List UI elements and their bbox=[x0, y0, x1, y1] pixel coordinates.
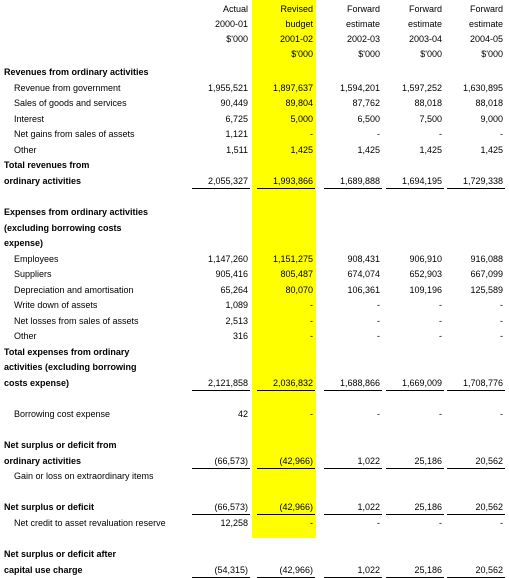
row-value: 1,425 bbox=[290, 145, 313, 155]
col-header: $'000 bbox=[291, 49, 313, 59]
table-row bbox=[0, 127, 509, 141]
total-underline bbox=[257, 514, 315, 515]
col-header: Forward bbox=[408, 4, 442, 14]
row-label: Total expenses from ordinary bbox=[4, 347, 130, 357]
table-row bbox=[0, 423, 509, 437]
col-header: $'000 bbox=[226, 34, 248, 44]
total-underline bbox=[447, 514, 505, 515]
row-label: Net surplus or deficit bbox=[4, 502, 95, 512]
row-value: - bbox=[377, 409, 380, 419]
row-value: 106,361 bbox=[347, 285, 380, 295]
total-underline bbox=[192, 390, 250, 391]
table-row bbox=[0, 360, 509, 374]
row-value: 90,449 bbox=[220, 98, 248, 108]
row-value: 125,589 bbox=[470, 285, 503, 295]
row-value: 6,500 bbox=[357, 114, 380, 124]
row-label: Borrowing cost expense bbox=[14, 409, 111, 419]
row-value: 1,993,866 bbox=[272, 176, 313, 186]
row-value: 88,018 bbox=[475, 98, 503, 108]
row-label: Sales of goods and services bbox=[14, 98, 127, 108]
row-value: - bbox=[439, 518, 442, 528]
row-value: (42,966) bbox=[279, 565, 313, 575]
row-value: 25,186 bbox=[414, 565, 442, 575]
table-row bbox=[0, 221, 509, 235]
row-value: (54,315) bbox=[214, 565, 248, 575]
row-value: - bbox=[500, 331, 503, 341]
row-value: 1,425 bbox=[357, 145, 380, 155]
table-row bbox=[0, 500, 509, 514]
row-label: Net gains from sales of assets bbox=[14, 129, 135, 139]
row-value: - bbox=[439, 316, 442, 326]
row-value: - bbox=[439, 129, 442, 139]
header-row bbox=[0, 32, 509, 46]
row-value: 1,425 bbox=[480, 145, 503, 155]
row-value: - bbox=[500, 300, 503, 310]
row-value: 1,511 bbox=[226, 145, 248, 155]
row-value: - bbox=[500, 409, 503, 419]
row-value: (66,573) bbox=[214, 502, 248, 512]
table-row bbox=[0, 236, 509, 250]
row-value: 89,804 bbox=[285, 98, 313, 108]
row-value: 109,196 bbox=[409, 285, 442, 295]
row-value: 316 bbox=[232, 331, 248, 341]
row-value: 805,487 bbox=[280, 269, 313, 279]
col-header: Actual bbox=[222, 4, 248, 14]
col-header: Revised bbox=[280, 4, 313, 14]
row-value: 1,089 bbox=[225, 300, 248, 310]
col-header: Forward bbox=[469, 4, 503, 14]
row-label: Revenues from ordinary activities bbox=[4, 67, 149, 77]
table-row bbox=[0, 392, 509, 406]
col-header: 2000-01 bbox=[214, 19, 248, 29]
row-value: 667,099 bbox=[470, 269, 503, 279]
row-label: capital use charge bbox=[4, 565, 83, 575]
table-row bbox=[0, 298, 509, 312]
row-value: 65,264 bbox=[220, 285, 248, 295]
row-label: costs expense) bbox=[4, 378, 70, 388]
row-label: ordinary activities bbox=[4, 176, 82, 186]
table-row bbox=[0, 283, 509, 297]
row-value: 20,562 bbox=[475, 502, 503, 512]
row-value: 2,513 bbox=[225, 316, 248, 326]
col-header: budget bbox=[285, 19, 313, 29]
row-value: 906,910 bbox=[409, 254, 442, 264]
row-label: Depreciation and amortisation bbox=[14, 285, 134, 295]
table-row bbox=[0, 65, 509, 79]
row-value: 42 bbox=[237, 409, 248, 419]
row-value: - bbox=[439, 331, 442, 341]
table-row bbox=[0, 454, 509, 468]
header-row bbox=[0, 2, 509, 16]
row-value: 20,562 bbox=[475, 565, 503, 575]
row-value: - bbox=[500, 518, 503, 528]
table-row bbox=[0, 174, 509, 188]
row-value: 1,688,866 bbox=[339, 378, 380, 388]
row-value: 1,022 bbox=[357, 502, 380, 512]
table-row bbox=[0, 532, 509, 546]
row-value: 1,669,009 bbox=[401, 378, 442, 388]
table-row bbox=[0, 96, 509, 110]
table-row bbox=[0, 189, 509, 203]
row-value: 5,000 bbox=[290, 114, 313, 124]
total-underline bbox=[324, 514, 382, 515]
row-value: 1,729,338 bbox=[462, 176, 503, 186]
row-value: 1,022 bbox=[357, 456, 380, 466]
table-row bbox=[0, 252, 509, 266]
row-value: 652,903 bbox=[409, 269, 442, 279]
table-row bbox=[0, 143, 509, 157]
row-value: (42,966) bbox=[279, 502, 313, 512]
row-value: - bbox=[377, 331, 380, 341]
row-value: 6,725 bbox=[225, 114, 248, 124]
row-value: 1,121 bbox=[225, 129, 248, 139]
row-value: 1,630,895 bbox=[462, 83, 503, 93]
row-label: (excluding borrowing costs bbox=[4, 223, 122, 233]
row-label: Gain or loss on extraordinary items bbox=[14, 471, 154, 481]
row-value: - bbox=[439, 300, 442, 310]
row-value: 88,018 bbox=[414, 98, 442, 108]
row-label: Expenses from ordinary activities bbox=[4, 207, 149, 217]
row-value: 87,762 bbox=[352, 98, 380, 108]
row-value: 1,597,252 bbox=[401, 83, 442, 93]
col-header: estimate bbox=[407, 19, 442, 29]
table-row bbox=[0, 563, 509, 577]
table-row bbox=[0, 438, 509, 452]
col-header: $'000 bbox=[358, 49, 380, 59]
table-row bbox=[0, 376, 509, 390]
row-value: 1,151,275 bbox=[272, 254, 313, 264]
row-value: - bbox=[377, 518, 380, 528]
col-header: $'000 bbox=[420, 49, 442, 59]
row-label: Other bbox=[14, 331, 37, 341]
total-underline bbox=[192, 514, 250, 515]
row-label: Other bbox=[14, 145, 37, 155]
row-value: 916,088 bbox=[470, 254, 503, 264]
row-value: 12,258 bbox=[220, 518, 248, 528]
table-row bbox=[0, 345, 509, 359]
row-value: - bbox=[439, 409, 442, 419]
row-value: - bbox=[377, 316, 380, 326]
total-underline bbox=[447, 390, 505, 391]
row-value: 25,186 bbox=[414, 456, 442, 466]
row-value: 80,070 bbox=[285, 285, 313, 295]
row-label: Net losses from sales of assets bbox=[14, 316, 139, 326]
row-value: 1,147,260 bbox=[207, 254, 248, 264]
row-value: - bbox=[310, 409, 313, 419]
row-label: Revenue from government bbox=[14, 83, 121, 93]
col-header: 2002-03 bbox=[346, 34, 380, 44]
row-value: 1,594,201 bbox=[339, 83, 380, 93]
row-value: 2,055,327 bbox=[207, 176, 248, 186]
row-value: 1,708,776 bbox=[462, 378, 503, 388]
total-underline bbox=[324, 390, 382, 391]
row-value: (66,573) bbox=[214, 456, 248, 466]
table-row bbox=[0, 516, 509, 530]
row-value: 2,036,832 bbox=[272, 378, 313, 388]
col-header: 2001-02 bbox=[279, 34, 313, 44]
col-header: estimate bbox=[468, 19, 503, 29]
col-header: 2004-05 bbox=[469, 34, 503, 44]
table-row bbox=[0, 267, 509, 281]
table-row bbox=[0, 407, 509, 421]
table-row bbox=[0, 469, 509, 483]
row-label: Interest bbox=[14, 114, 45, 124]
row-value: 905,416 bbox=[215, 269, 248, 279]
row-value: - bbox=[310, 518, 313, 528]
row-label: expense) bbox=[4, 238, 44, 248]
table-row bbox=[0, 485, 509, 499]
row-value: 908,431 bbox=[347, 254, 380, 264]
row-value: - bbox=[310, 300, 313, 310]
row-value: - bbox=[500, 129, 503, 139]
row-value: - bbox=[310, 331, 313, 341]
row-value: (42,966) bbox=[279, 456, 313, 466]
row-label: Suppliers bbox=[14, 269, 52, 279]
row-label: Employees bbox=[14, 254, 59, 264]
row-label: activities (excluding borrowing bbox=[4, 362, 137, 372]
col-header: 2003-04 bbox=[408, 34, 442, 44]
header-row bbox=[0, 47, 509, 61]
row-value: - bbox=[377, 300, 380, 310]
row-label: ordinary activities bbox=[4, 456, 82, 466]
table-row bbox=[0, 81, 509, 95]
table-row bbox=[0, 112, 509, 126]
row-label: Net surplus or deficit from bbox=[4, 440, 117, 450]
row-value: 1,689,888 bbox=[339, 176, 380, 186]
row-value: 1,022 bbox=[357, 565, 380, 575]
row-value: 1,955,521 bbox=[207, 83, 248, 93]
row-value: 1,694,195 bbox=[401, 176, 442, 186]
row-value: 674,074 bbox=[347, 269, 380, 279]
row-label: Net credit to asset revaluation reserve bbox=[14, 518, 166, 528]
row-value: 1,897,637 bbox=[272, 83, 313, 93]
row-value: 7,500 bbox=[419, 114, 442, 124]
header-row bbox=[0, 17, 509, 31]
total-underline bbox=[386, 514, 444, 515]
row-label: Write down of assets bbox=[14, 300, 98, 310]
row-value: 1,425 bbox=[419, 145, 442, 155]
row-label: Net surplus or deficit after bbox=[4, 549, 117, 559]
row-value: 2,121,858 bbox=[207, 378, 248, 388]
total-underline bbox=[386, 390, 444, 391]
row-value: - bbox=[310, 129, 313, 139]
row-value: 20,562 bbox=[475, 456, 503, 466]
row-value: - bbox=[310, 316, 313, 326]
row-value: 25,186 bbox=[414, 502, 442, 512]
table-row bbox=[0, 329, 509, 343]
table-row bbox=[0, 158, 509, 172]
row-value: 9,000 bbox=[480, 114, 503, 124]
total-underline bbox=[257, 390, 315, 391]
table-row bbox=[0, 205, 509, 219]
row-value: - bbox=[377, 129, 380, 139]
table-row bbox=[0, 547, 509, 561]
col-header: $'000 bbox=[481, 49, 503, 59]
table-row bbox=[0, 314, 509, 328]
col-header: estimate bbox=[345, 19, 380, 29]
row-value: - bbox=[500, 316, 503, 326]
row-label: Total revenues from bbox=[4, 160, 90, 170]
col-header: Forward bbox=[346, 4, 380, 14]
